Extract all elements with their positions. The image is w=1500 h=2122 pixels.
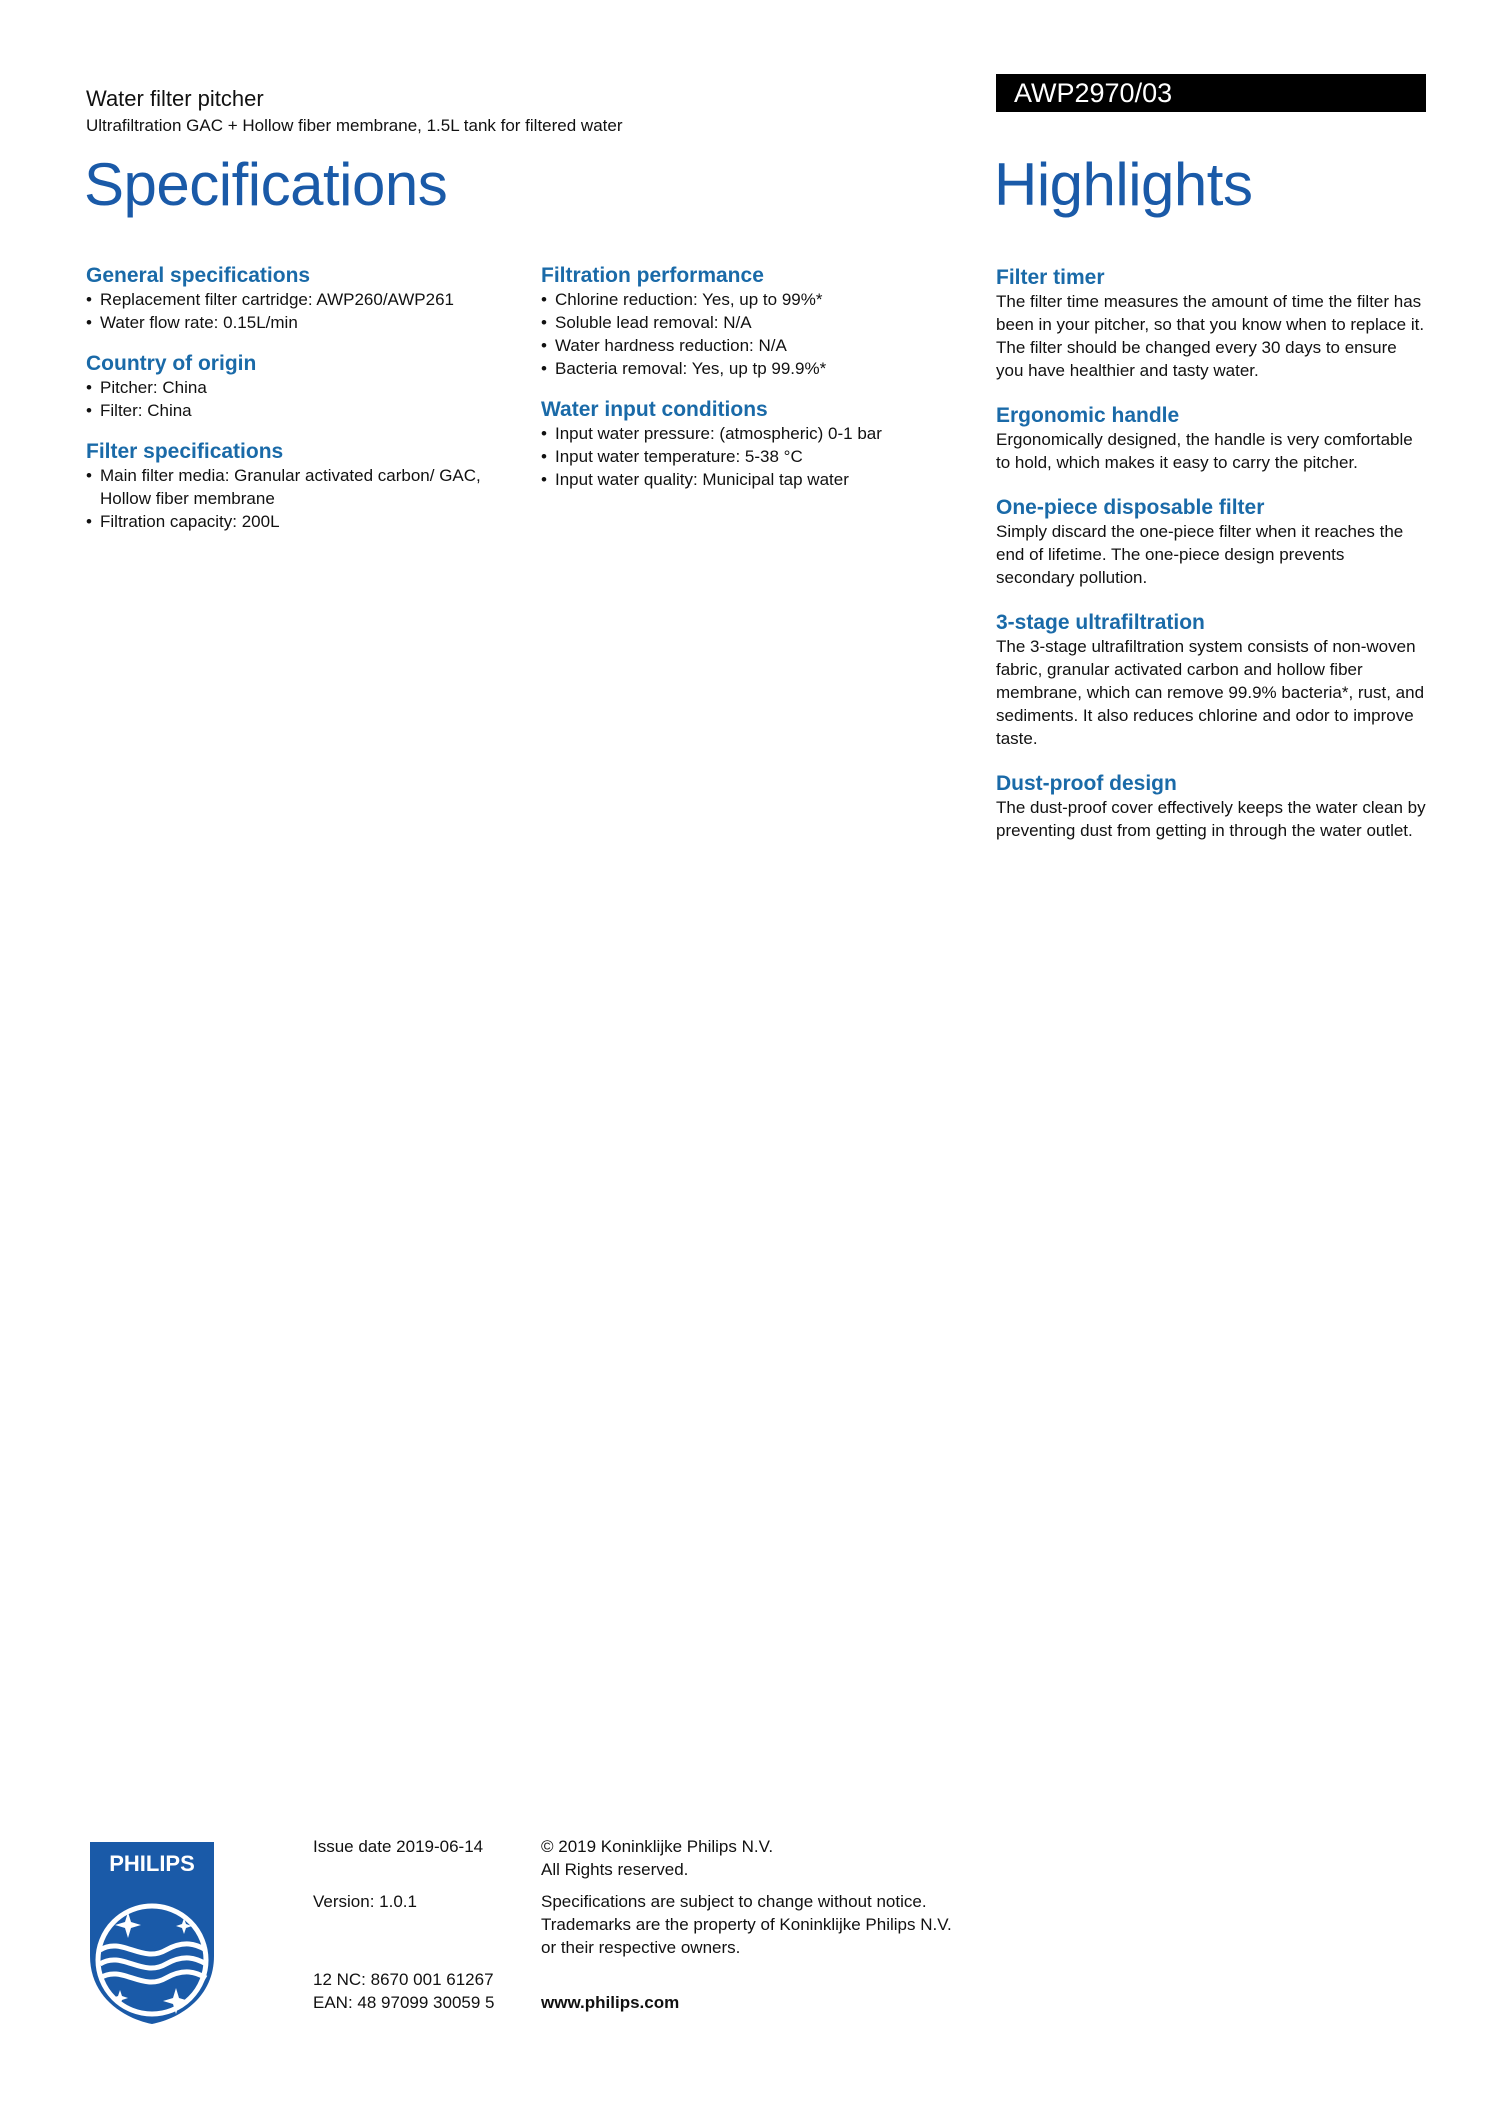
philips-shield-logo-icon (86, 1838, 218, 2026)
spec-item: • Main filter media: Granular activated carbon/ GAC, Hollow fiber membrane (86, 464, 516, 510)
spec-section-title: Water input conditions (541, 398, 768, 421)
highlight-text: Ergonomically designed, the handle is very comfortable to hold, which makes it easy to carry the pitcher. (996, 430, 1413, 472)
spec-item: • Input water pressure: (atmospheric) 0-1 bar (541, 422, 971, 445)
website-link[interactable]: www.philips.com (541, 1993, 680, 2012)
spec-section (541, 398, 971, 491)
spec-section-title: Filter specifications (86, 440, 284, 463)
spec-section (541, 264, 971, 380)
specs-column-2 (541, 264, 971, 509)
model-number-bar: AWP2970/03 (996, 74, 1426, 112)
highlight-text: The filter time measures the amount of time the filter has been in your pitcher, so that you know when to replace it. The filter should be changed every 30 days to ensure you have healthier and tasty water. (996, 292, 1425, 380)
highlight-title: Dust-proof design (996, 772, 1177, 795)
spec-section (86, 440, 516, 533)
footer-meta (313, 1835, 513, 2014)
spec-item: • Filter: China (86, 399, 516, 422)
spec-item: • Replacement filter cartridge: AWP260/AWP261 (86, 288, 516, 311)
spec-item: • Bacteria removal: Yes, up tp 99.9%* (541, 357, 971, 380)
rights: All Rights reserved. (541, 1860, 689, 1879)
version: Version: 1.0.1 (313, 1892, 417, 1911)
highlight-title: One-piece disposable filter (996, 496, 1265, 519)
highlight-title: Filter timer (996, 266, 1105, 289)
highlights-column (996, 266, 1426, 864)
highlight-item (996, 266, 1426, 382)
highlight-text: The 3-stage ultrafiltration system consists of non-woven fabric, granular activated carbon and hollow fiber membrane, which can remove 99.9% bacteria*, rust, and sediments. It also reduces chlorine and odor to improve taste. (996, 637, 1425, 748)
spec-item: • Chlorine reduction: Yes, up to 99%* (541, 288, 971, 311)
spec-item: • Filtration capacity: 200L (86, 510, 516, 533)
spec-item: • Water flow rate: 0.15L/min (86, 311, 516, 334)
spec-item: • Soluble lead removal: N/A (541, 311, 971, 334)
nc-number: 12 NC: 8670 001 61267 (313, 1970, 494, 1989)
highlights-title: Highlights (994, 151, 1253, 218)
highlight-item (996, 404, 1426, 474)
notice-line: Trademarks are the property of Koninklijke Philips N.V. (541, 1915, 952, 1934)
notice-line: Specifications are subject to change without notice. (541, 1892, 927, 1911)
spec-item: • Pitcher: China (86, 376, 516, 399)
product-subtitle: Ultrafiltration GAC + Hollow fiber membrane, 1.5L tank for filtered water (86, 116, 623, 135)
specifications-title: Specifications (84, 151, 448, 218)
highlight-title: Ergonomic handle (996, 404, 1180, 427)
highlight-item (996, 611, 1426, 750)
spec-section-title: Country of origin (86, 352, 257, 375)
spec-item: • Water hardness reduction: N/A (541, 334, 971, 357)
product-name: Water filter pitcher (86, 86, 264, 111)
spec-section (86, 264, 516, 334)
issue-date: Issue date 2019-06-14 (313, 1837, 484, 1856)
spec-section-title: Filtration performance (541, 264, 764, 287)
notice-line: or their respective owners. (541, 1938, 741, 1957)
highlight-text: The dust-proof cover effectively keeps the water clean by preventing dust from getting in through the water outlet. (996, 798, 1426, 840)
logo-wordmark: PHILIPS (109, 1851, 195, 1876)
specs-column-1 (86, 264, 516, 551)
spec-section (86, 352, 516, 422)
spec-item: • Input water temperature: 5-38 °C (541, 445, 971, 468)
ean-number: EAN: 48 97099 30059 5 (313, 1993, 495, 2012)
copyright: © 2019 Koninklijke Philips N.V. (541, 1837, 774, 1856)
spec-item: • Input water quality: Municipal tap water (541, 468, 971, 491)
highlight-title: 3-stage ultrafiltration (996, 611, 1205, 634)
highlight-text: Simply discard the one-piece filter when it reaches the end of lifetime. The one-piece design prevents secondary pollution. (996, 522, 1404, 587)
footer-legal (541, 1835, 1011, 2014)
highlight-item (996, 772, 1426, 842)
spec-section-title: General specifications (86, 264, 311, 287)
highlight-item (996, 496, 1426, 589)
